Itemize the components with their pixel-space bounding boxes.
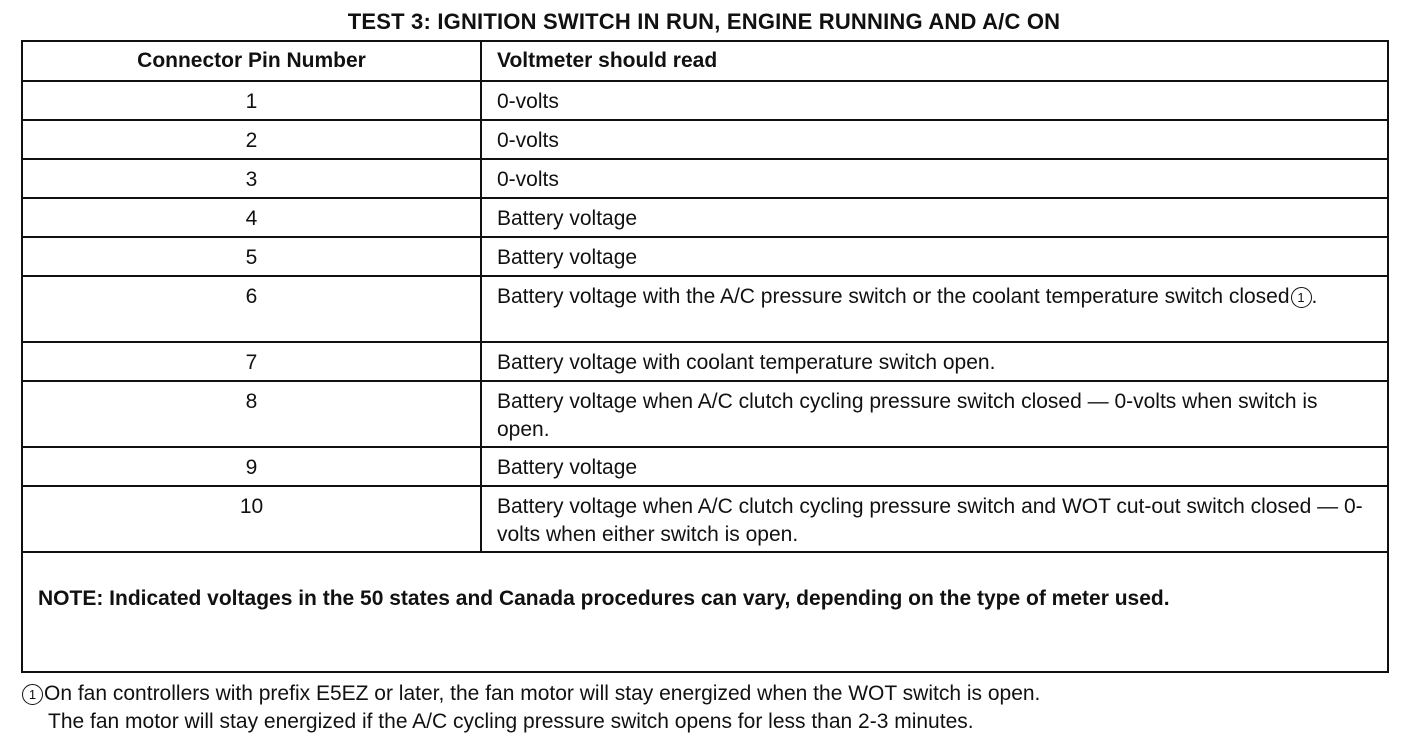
column-header-pin: Connector Pin Number bbox=[22, 41, 481, 81]
reading-cell: Battery voltage bbox=[481, 237, 1388, 276]
table-row bbox=[22, 447, 1388, 486]
reading-text: Battery voltage with the A/C pressure switch or the coolant temperature switch closed bbox=[497, 285, 1290, 308]
pin-number-cell: 6 bbox=[22, 276, 481, 342]
reading-suffix: . bbox=[1311, 285, 1318, 308]
table-row bbox=[22, 237, 1388, 276]
footnote-mark: 1 bbox=[22, 684, 43, 705]
reading-cell: Battery voltage with coolant temperature switch open. bbox=[481, 342, 1388, 381]
footnote-line-2: The fan motor will stay energized if the A/C cycling pressure switch opens for less than 2-3 minutes. bbox=[48, 710, 974, 733]
table-row bbox=[22, 381, 1388, 447]
footnote-line-1 bbox=[22, 680, 1392, 708]
pin-number-cell: 3 bbox=[22, 159, 481, 198]
reading-cell: Battery voltage when A/C clutch cycling pressure switch and WOT cut-out switch closed — 0-volts when either switch is open. bbox=[481, 486, 1388, 552]
table-row bbox=[22, 159, 1388, 198]
reading-cell: 0-volts bbox=[481, 120, 1388, 159]
reading-cell bbox=[481, 276, 1388, 342]
pin-number-cell: 2 bbox=[22, 120, 481, 159]
reading-cell: 0-volts bbox=[481, 81, 1388, 120]
reading-cell: Battery voltage when A/C clutch cycling pressure switch closed — 0-volts when switch is open. bbox=[481, 381, 1388, 447]
column-header-reading: Voltmeter should read bbox=[481, 41, 1388, 81]
table-row bbox=[22, 81, 1388, 120]
test-title: TEST 3: IGNITION SWITCH IN RUN, ENGINE RUNNING AND A/C ON bbox=[347, 9, 1061, 34]
reading-cell: Battery voltage bbox=[481, 198, 1388, 237]
note-row bbox=[22, 552, 1388, 672]
table-row bbox=[22, 276, 1388, 342]
pin-number-cell: 4 bbox=[22, 198, 481, 237]
footnote-text-1: On fan controllers with prefix E5EZ or later, the fan motor will stay energized when the WOT switch is open. bbox=[44, 682, 1041, 705]
reading-cell: 0-volts bbox=[481, 159, 1388, 198]
pin-number-cell: 7 bbox=[22, 342, 481, 381]
pin-number-cell: 5 bbox=[22, 237, 481, 276]
table-row bbox=[22, 198, 1388, 237]
table-header-row bbox=[22, 41, 1388, 81]
reading-cell: Battery voltage bbox=[481, 447, 1388, 486]
pin-number-cell: 10 bbox=[22, 486, 481, 552]
footnote bbox=[22, 680, 1392, 736]
pin-number-cell: 8 bbox=[22, 381, 481, 447]
note-text: NOTE: Indicated voltages in the 50 states and Canada procedures can vary, depending on the type of meter used. bbox=[22, 552, 1388, 672]
table-row bbox=[22, 486, 1388, 552]
table-row bbox=[22, 120, 1388, 159]
voltage-table bbox=[21, 40, 1389, 673]
pin-number-cell: 9 bbox=[22, 447, 481, 486]
footnote-reference-mark: 1 bbox=[1291, 287, 1312, 308]
table-row bbox=[22, 342, 1388, 381]
pin-number-cell: 1 bbox=[22, 81, 481, 120]
